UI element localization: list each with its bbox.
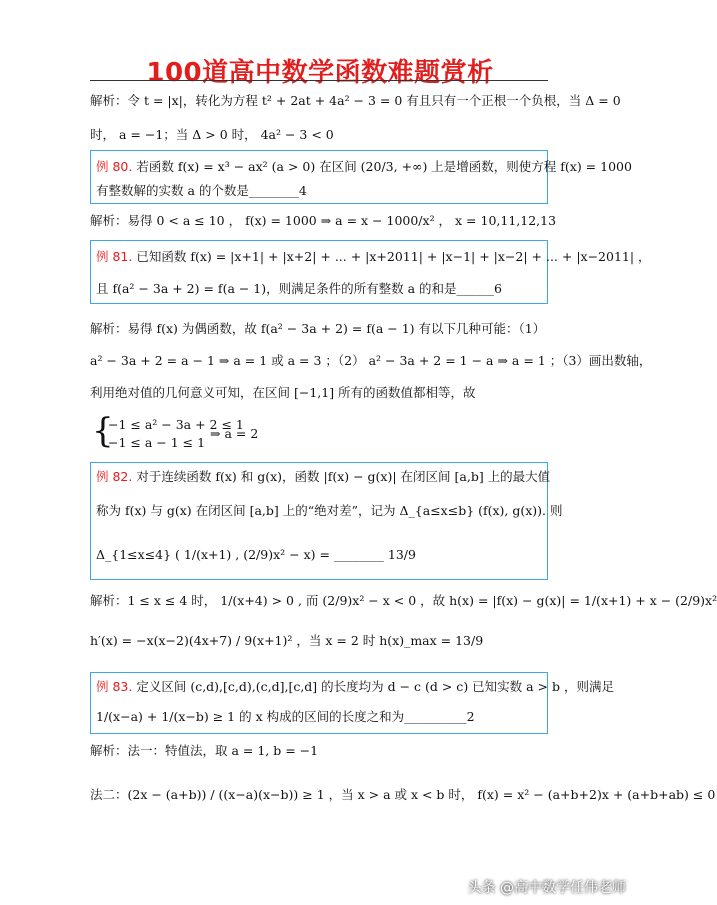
example-82-text: 对于连续函数 f(x) 和 g(x)，函数 |f(x) − g(x)| 在闭区间 [a,b] 上的最大值 [136, 469, 551, 484]
example-82-line-3: Δ_{1≤x≤4} ( 1/(x+1) , (2/9)x² − x) = ________ 13/9 [96, 547, 416, 562]
example-83-solution-1: 解析：法一：特值法，取 a = 1, b = −1 [90, 743, 319, 758]
solution-line: 时， a = −1；当 Δ > 0 时， 4a² − 3 < 0 [90, 127, 334, 142]
title-underline [90, 80, 548, 81]
example-83-line-2: 1/(x−a) + 1/(x−b) ≥ 1 的 x 构成的区间的长度之和为__________2 [96, 709, 475, 724]
example-81-solution-3: 利用绝对值的几何意义可知，在区间 [−1,1] 所有的函数值都相等，故 [90, 385, 476, 400]
example-81-label: 例 81. [96, 249, 133, 264]
system-brace: { [92, 411, 114, 451]
example-80-solution: 解析：易得 0 < a ≤ 10 ， f(x) = 1000 ⇒ a = x − 1000/x² ， x = 10,11,12,13 [90, 213, 557, 228]
example-80-line-2: 有整数解的实数 a 的个数是________4 [96, 183, 307, 198]
example-81-text: 已知函数 f(x) = |x+1| + |x+2| + ... + |x+2011| + |x−1| + |x−2| + ... + |x−2011| ， [136, 249, 651, 264]
example-82-line-1 [96, 468, 550, 486]
example-80-text: 若函数 f(x) = x³ − ax² (a > 0) 在区间 (20/3, +∞) 上是增函数，则使方程 f(x) = 1000 [136, 159, 632, 174]
page-title: 100道高中数学函数难题赏析 [146, 58, 494, 88]
example-82-label: 例 82. [96, 469, 133, 484]
example-81-line-2: 且 f(a² − 3a + 2) = f(a − 1)，则满足条件的所有整数 a 的和是______6 [96, 281, 502, 296]
example-81-line-1 [96, 248, 651, 266]
watermark: 头条 @高中数学任伟老师 [467, 880, 626, 896]
example-83-solution-2: 法二：(2x − (a+b)) / ((x−a)(x−b)) ≥ 1 ，当 x > a 或 x < b 时， f(x) = x² − (a+b+2)x + (a+b+ab) ≤ 0 [90, 787, 716, 802]
system-result: ⇒ a = 2 [210, 426, 259, 441]
example-81-solution-1: 解析：易得 f(x) 为偶函数，故 f(a² − 3a + 2) = f(a − 1) 有以下几种可能：（1） [90, 321, 546, 336]
system-inequality-1: −1 ≤ a² − 3a + 2 ≤ 1 [108, 417, 244, 432]
example-83-label: 例 83. [96, 679, 133, 694]
example-82-solution-2: h′(x) = −x(x−2)(4x+7) / 9(x+1)² ，当 x = 2 时 h(x)_max = 13/9 [90, 633, 484, 648]
example-82-line-2: 称为 f(x) 与 g(x) 在闭区间 [a,b] 上的“绝对差”，记为 Δ_{a≤x≤b} (f(x), g(x)). 则 [96, 503, 563, 518]
example-80-label: 例 80. [96, 159, 133, 174]
solution-line: 解析：令 t = |x|，转化为方程 t² + 2at + 4a² − 3 = 0 有且只有一个正根一个负根，当 Δ = 0 [90, 93, 621, 108]
example-80-line-1 [96, 158, 632, 176]
example-83-line-1 [96, 678, 614, 696]
example-83-text: 定义区间 (c,d),[c,d),(c,d],[c,d] 的长度均为 d − c (d > c) 已知实数 a > b ，则满足 [136, 679, 614, 694]
example-82-solution-1: 解析：1 ≤ x ≤ 4 时， 1/(x+4) > 0 , 而 (2/9)x² − x < 0 ，故 h(x) = |f(x) − g(x)| = 1/(x+1) + x − (2/9)x² [90, 593, 717, 608]
example-81-solution-2: a² − 3a + 2 = a − 1 ⇒ a = 1 或 a = 3 ；（2） a² − 3a + 2 = 1 − a ⇒ a = 1 ；（3）画出数轴， [90, 353, 652, 368]
system-inequality-2: −1 ≤ a − 1 ≤ 1 [108, 435, 206, 450]
